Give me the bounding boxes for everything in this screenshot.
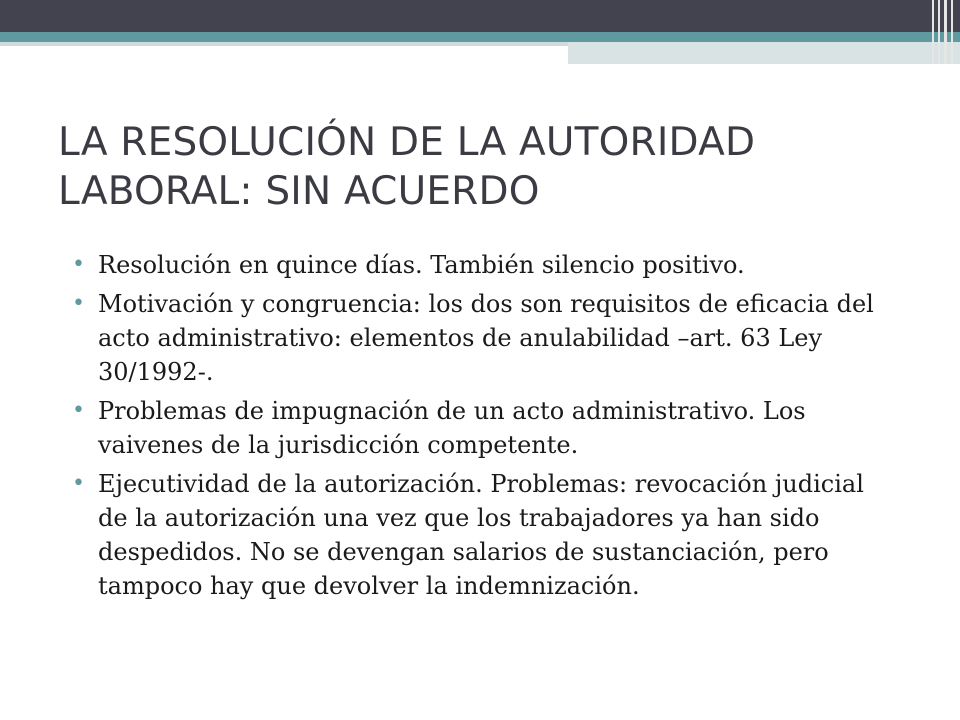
- bullet-list: [72, 248, 892, 608]
- accent-strip-shadow: [0, 42, 568, 46]
- list-item-text: Problemas de impugnación de un acto administrativo. Los vaivenes de la jurisdicción competente.: [98, 397, 806, 459]
- bullet-icon: •: [72, 291, 85, 316]
- slide-title: LA RESOLUCIÓN DE LA AUTORIDAD LABORAL: SIN ACUERDO: [58, 120, 756, 214]
- right-decorative-lines: [928, 0, 960, 64]
- list-item-text: Resolución en quince días. También silencio positivo.: [98, 251, 745, 279]
- list-item: [72, 248, 892, 282]
- list-item: [72, 287, 892, 389]
- list-item-text: Ejecutividad de la autorización. Problemas: revocación judicial de la autorización una vez que los trabajadores ya han sido despedidos. No se devengan salarios de sustanciación, pero tampoco hay que devolver la indemnización.: [98, 470, 864, 600]
- accent-strip: [0, 32, 960, 42]
- bullet-icon: •: [72, 252, 85, 277]
- bullet-icon: •: [72, 471, 85, 496]
- top-decorative-bar: [0, 0, 960, 32]
- list-item: [72, 394, 892, 462]
- bullet-icon: •: [72, 398, 85, 423]
- list-item-text: Motivación y congruencia: los dos son requisitos de eficacia del acto administrativo: elementos de anulabilidad –art. 63 Ley 30/1992-.: [98, 290, 874, 386]
- accent-strip-light: [568, 42, 960, 64]
- list-item: [72, 467, 892, 603]
